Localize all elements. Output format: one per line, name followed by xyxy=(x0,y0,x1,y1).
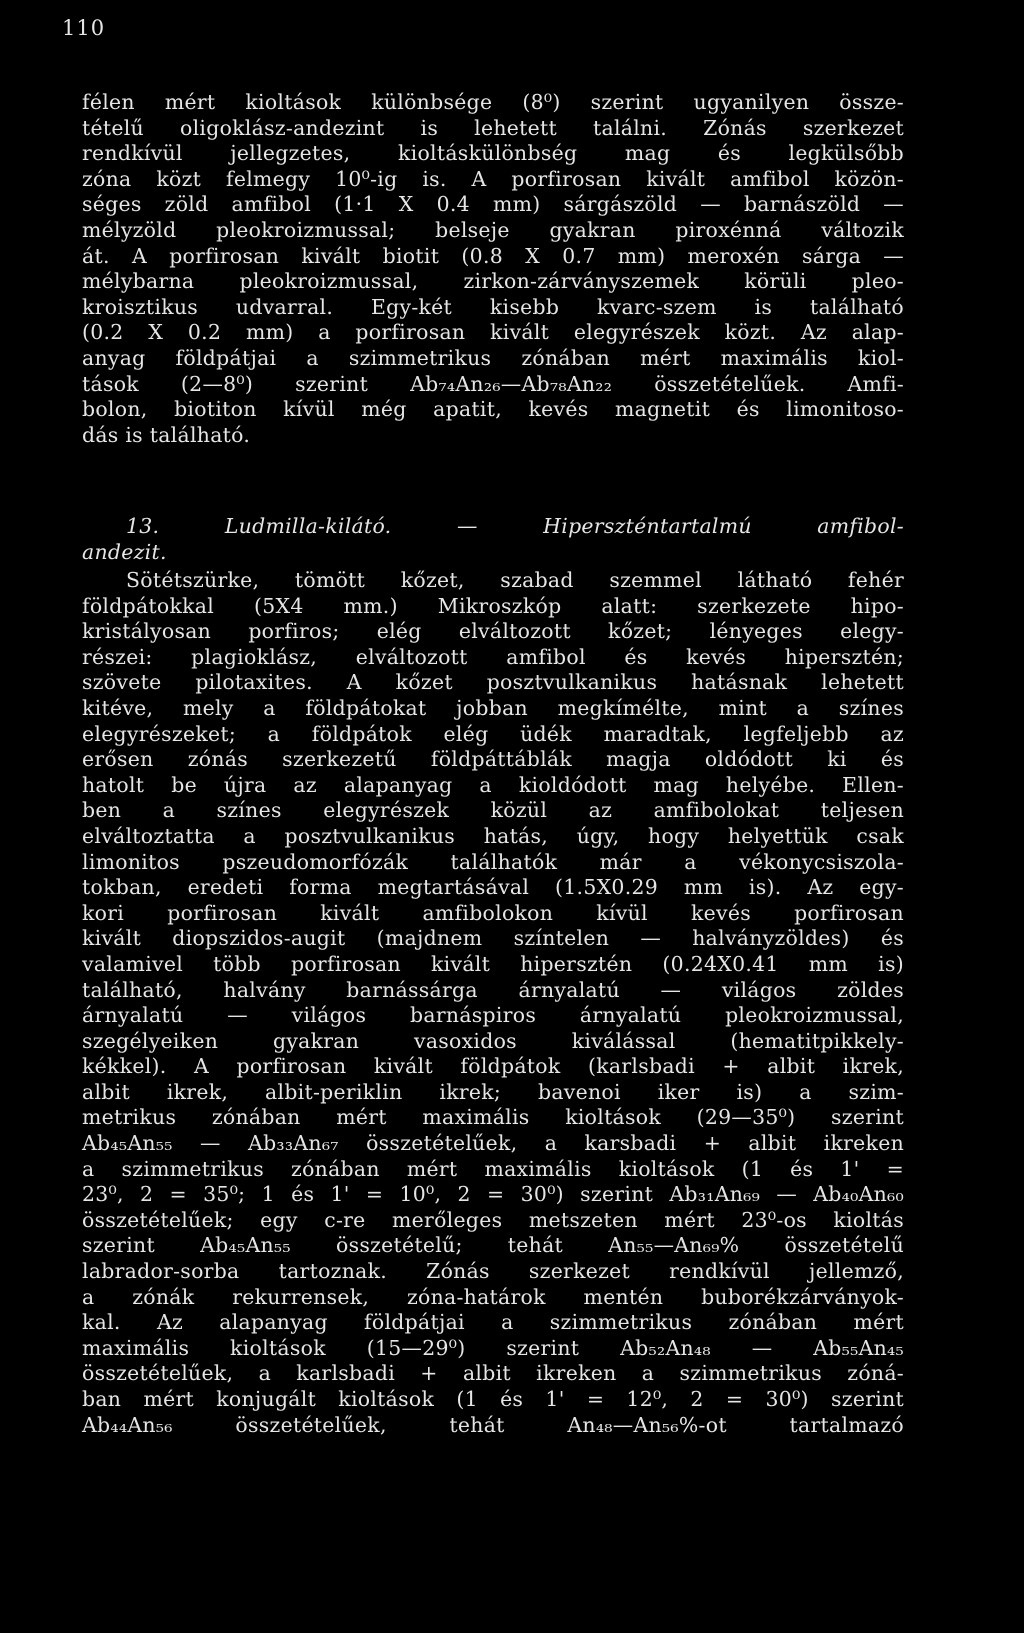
text-line: kristályosan porfiros; elég elváltozott kőzet; lényeges elegy- xyxy=(82,619,904,644)
text-line: 23⁰, 2 = 35⁰; 1 és 1' = 10⁰, 2 = 30⁰) szerint Ab₃₁An₆₉ — Ab₄₀An₆₀ xyxy=(82,1182,904,1207)
text-line: összetételűek; egy c-re merőleges metszeten mért 23⁰-os kioltás xyxy=(82,1207,904,1232)
text-line: elváltoztatta a posztvulkanikus hatás, úgy, hogy helyettük csak xyxy=(82,823,904,848)
text-line: összetételűek, a karlsbadi + albit ikreken a szimmetrikus zóná- xyxy=(82,1361,904,1386)
text-line: ban mért konjugált kioltások (1 és 1' = 12⁰, 2 = 30⁰) szerint xyxy=(82,1387,904,1411)
text-line: árnyalatú — világos barnáspiros árnyalatú pleokroizmussal, xyxy=(82,1003,904,1028)
text-line: anyag földpátjai a szimmetrikus zónában mért maximális kiol- xyxy=(82,345,904,370)
text-line: kékkel). A porfirosan kivált földpátok (karlsbadi + albit ikrek, xyxy=(82,1054,904,1079)
text-line: található, halvány barnássárga árnyalatú — világos zöldes xyxy=(82,977,904,1002)
heading-line: andezit. xyxy=(82,539,167,564)
text-line: mélybarna pleokroizmussal, zirkon-zárványszemek körüli pleo- xyxy=(82,269,904,294)
text-line: erősen zónás szerkezetű földpáttáblák magja oldódott ki és xyxy=(82,747,904,772)
paragraph-continuation xyxy=(82,90,904,448)
text-line: szerint Ab₄₅An₅₅ összetételű; tehát An₅₅—An₆₉% összetételű xyxy=(82,1233,904,1258)
text-line: részei: plagioklász, elváltozott amfibol és kevés hipersztén; xyxy=(82,644,904,669)
text-line: valamivel több porfirosan kivált hipersztén (0.24X0.41 mm is) xyxy=(82,951,904,976)
text-line: rendkívül jellegzetes, kioltáskülönbség mag és legkülsőbb xyxy=(82,141,904,166)
text-line: földpátokkal (5X4 mm.) Mikroszkóp alatt: szerkezete hipo- xyxy=(82,593,904,618)
paragraph-main xyxy=(82,568,904,1438)
text-line: félen mért kioltások különbsége (8⁰) szerint ugyanilyen össze- xyxy=(82,90,904,114)
section-heading xyxy=(82,514,904,565)
heading-line: 13. Ludmilla-kilátó. — Hiperszténtartalmú amfibol- xyxy=(126,514,904,538)
text-line: a szimmetrikus zónában mért maximális kioltások (1 és 1' = xyxy=(82,1156,904,1181)
text-line: elegyrészeket; a földpátok elég üdék maradtak, legfeljebb az xyxy=(82,721,904,746)
text-line: kitéve, mely a földpátokat jobban megkímélte, mint a színes xyxy=(82,695,904,720)
text-line: tások (2—8⁰) szerint Ab₇₄An₂₆—Ab₇₈An₂₂ összetételűek. Amfi- xyxy=(82,371,904,396)
text-line: szegélyeiken gyakran vasoxidos kiválással (hematitpikkely- xyxy=(82,1028,904,1053)
text-line: kal. Az alapanyag földpátjai a szimmetrikus zónában mért xyxy=(82,1310,904,1335)
text-line: kori porfirosan kivált amfibolokon kívül kevés porfirosan xyxy=(82,900,904,925)
text-line: szövete pilotaxites. A kőzet posztvulkanikus hatásnak lehetett xyxy=(82,670,904,695)
text-line: (0.2 X 0.2 mm) a porfirosan kivált elegyrészek közt. Az alap- xyxy=(82,320,904,345)
text-line: kroisztikus udvarral. Egy-két kisebb kvarc-szem is található xyxy=(82,294,904,319)
text-line: kivált diopszidos-augit (majdnem színtelen — halványzöldes) és xyxy=(82,926,904,951)
text-line: metrikus zónában mért maximális kioltások (29—35⁰) szerint xyxy=(82,1105,904,1130)
text-line: dás is található. xyxy=(82,422,251,447)
text-line: zóna közt felmegy 10⁰-ig is. A porfirosan kivált amfibol közön- xyxy=(82,166,904,191)
text-line: albit ikrek, albit-periklin ikrek; bavenoi iker is) a szim- xyxy=(82,1079,904,1104)
text-line: mélyzöld pleokroizmussal; belseje gyakran piroxénná változik xyxy=(82,217,904,242)
text-line: Ab₄₄An₅₆ összetételűek, tehát An₄₈—An₅₆%-ot tartalmazó xyxy=(82,1412,904,1437)
text-line: labrador-sorba tartoznak. Zónás szerkezet rendkívül jellemző, xyxy=(82,1259,904,1284)
text-line: a zónák rekurrensek, zóna-határok mentén buborékzárványok- xyxy=(82,1284,904,1309)
text-line: bolon, biotiton kívül még apatit, kevés magnetit és limonitoso- xyxy=(82,397,904,422)
page-number: 110 xyxy=(62,16,106,40)
text-line: át. A porfirosan kivált biotit (0.8 X 0.7 mm) meroxén sárga — xyxy=(82,243,904,268)
text-line: tételű oligoklász-andezint is lehetett találni. Zónás szerkezet xyxy=(82,115,904,140)
text-line: Ab₄₅An₅₅ — Ab₃₃An₆₇ összetételűek, a karsbadi + albit ikreken xyxy=(82,1131,904,1156)
text-line: Sötétszürke, tömött kőzet, szabad szemmel látható fehér xyxy=(126,568,904,592)
text-line: ben a színes elegyrészek közül az amfibolokat teljesen xyxy=(82,798,904,823)
text-line: tokban, eredeti forma megtartásával (1.5X0.29 mm is). Az egy- xyxy=(82,875,904,900)
text-line: limonitos pszeudomorfózák találhatók már a vékonycsiszola- xyxy=(82,849,904,874)
text-line: hatolt be újra az alapanyag a kioldódott mag helyébe. Ellen- xyxy=(82,772,904,797)
text-line: maximális kioltások (15—29⁰) szerint Ab₅₂An₄₈ — Ab₅₅An₄₅ xyxy=(82,1335,904,1360)
text-line: séges zöld amfibol (1·1 X 0.4 mm) sárgászöld — barnászöld — xyxy=(82,192,904,217)
